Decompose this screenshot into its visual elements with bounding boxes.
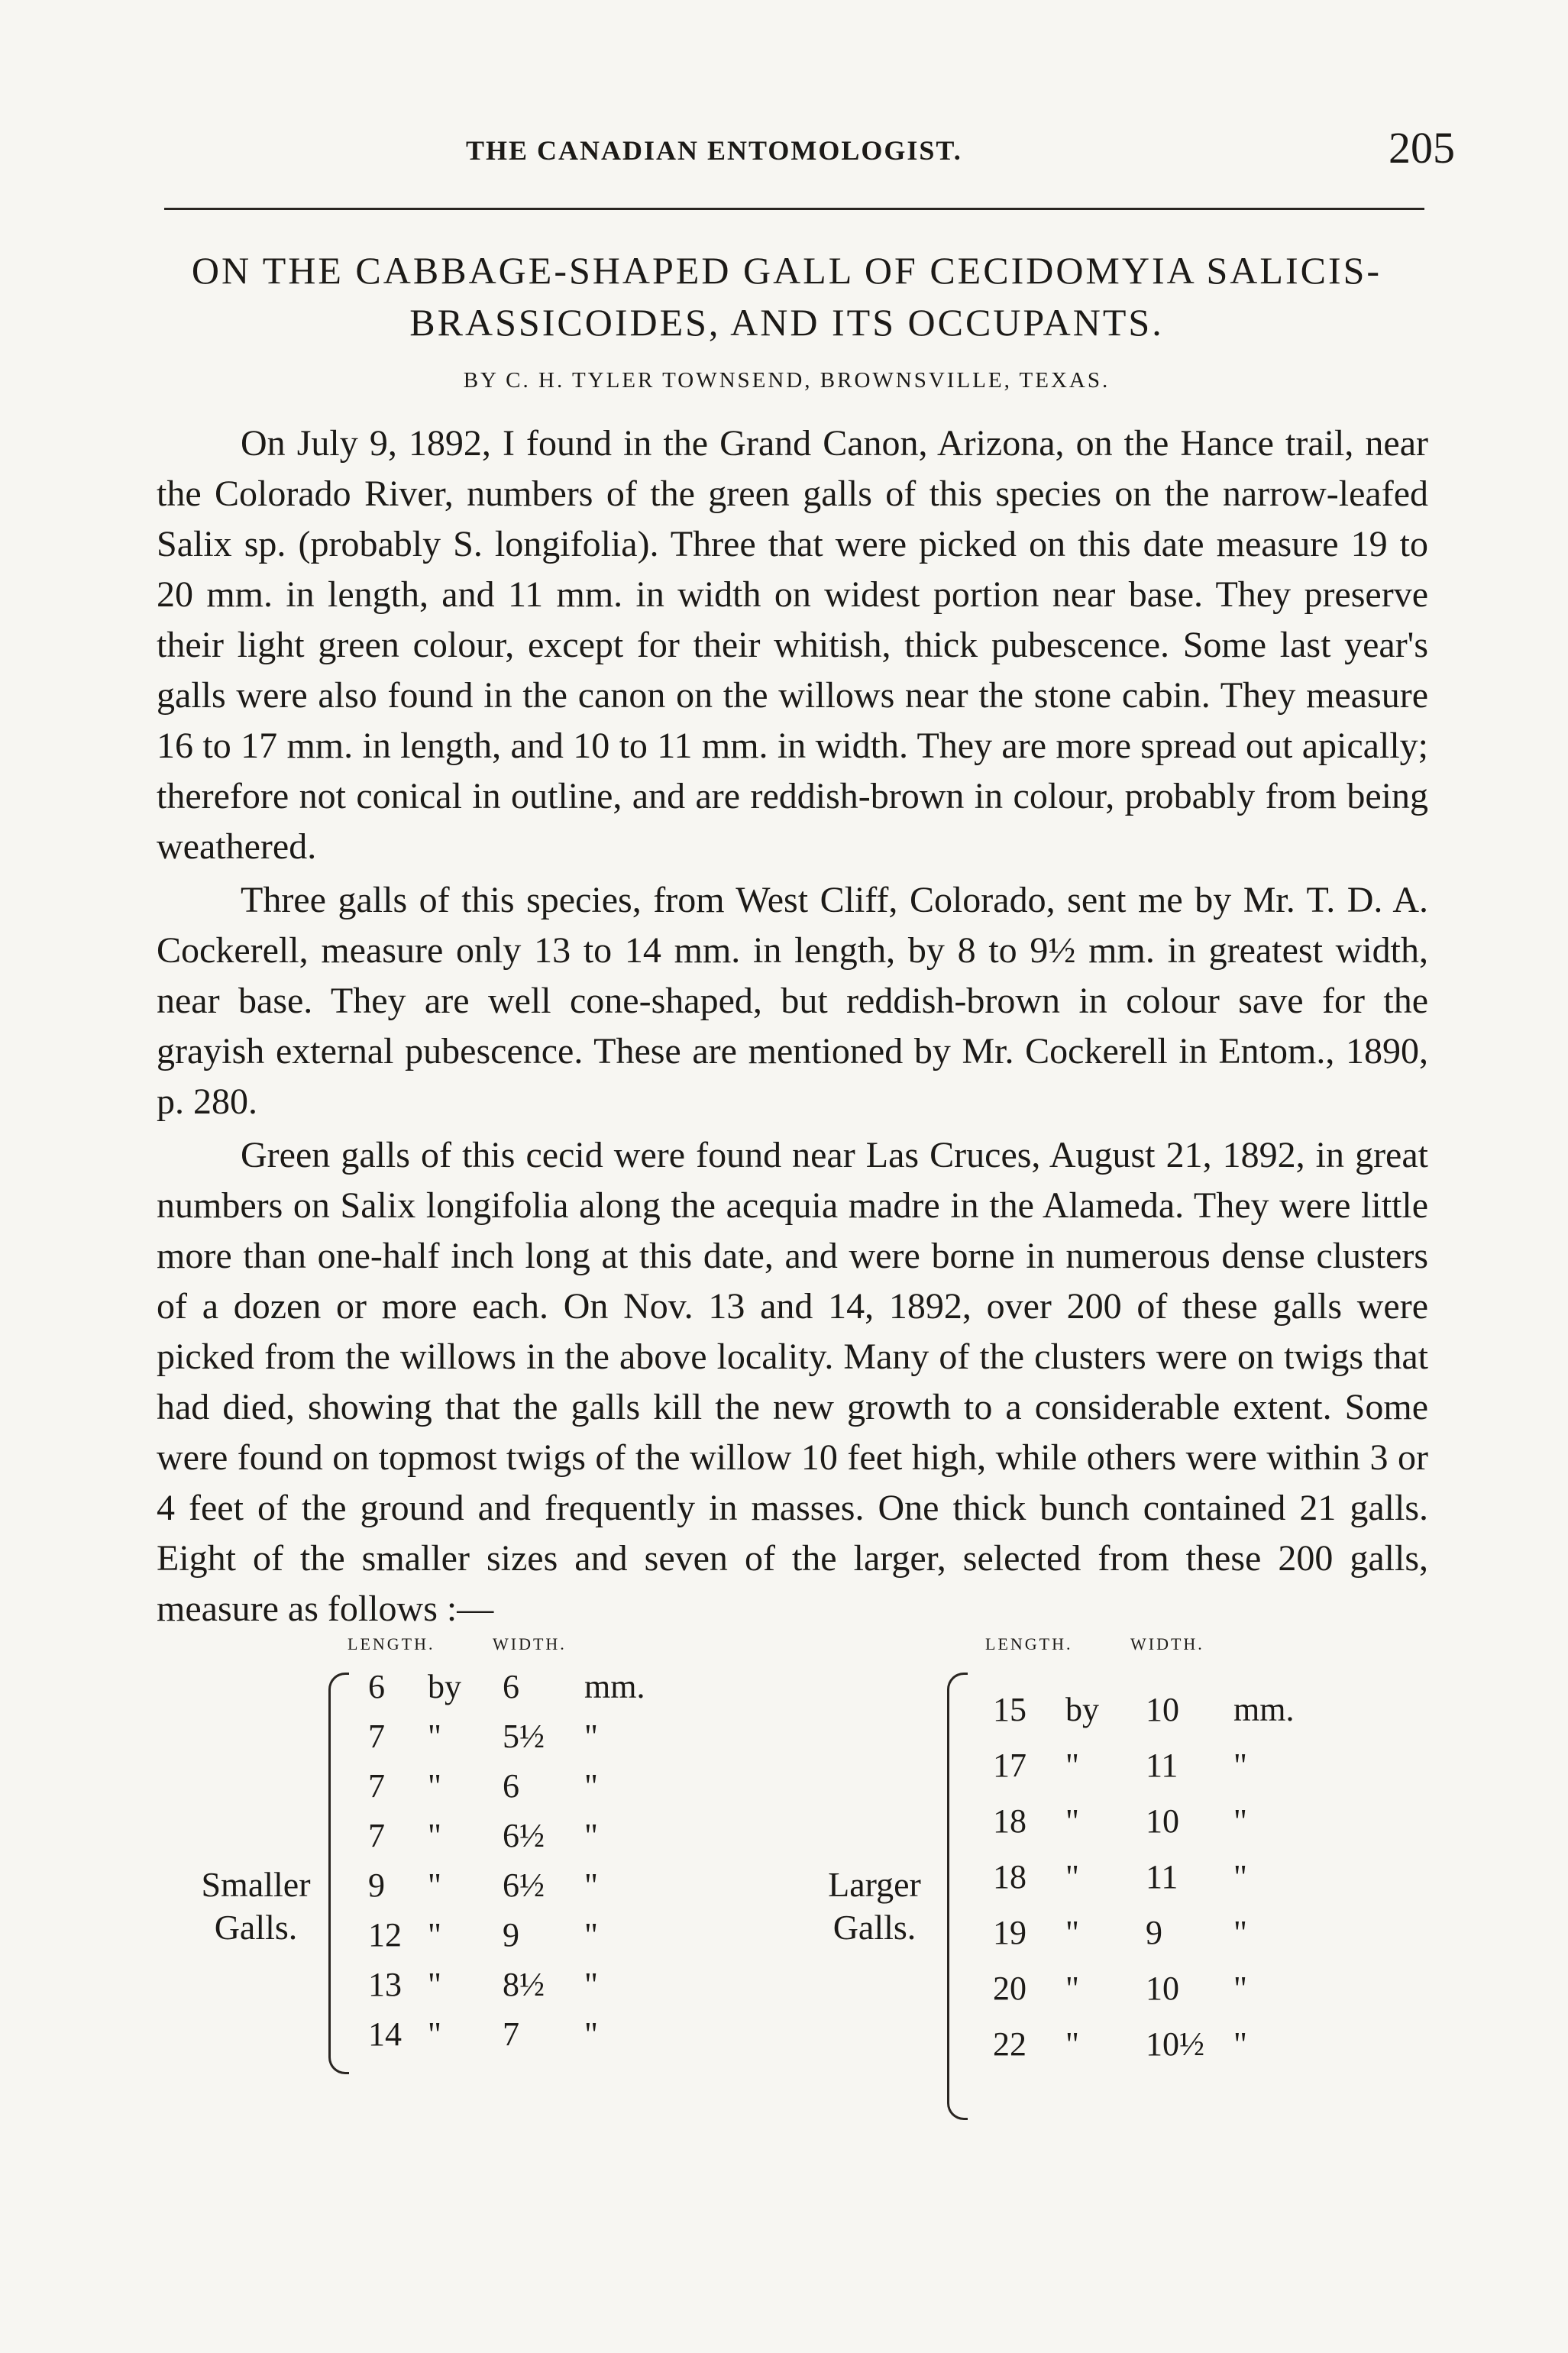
- cell-sep: by: [1065, 1691, 1099, 1728]
- cell-width: 10: [1146, 1802, 1179, 1840]
- cell-length: 12: [368, 1916, 402, 1954]
- cell-unit: ": [1233, 1747, 1247, 1784]
- table-row: [191, 1913, 687, 1957]
- cell-sep: ": [428, 1916, 441, 1954]
- table-row: [810, 2022, 1306, 2067]
- cell-width: 6: [503, 1668, 519, 1705]
- cell-length: 18: [993, 1802, 1026, 1840]
- cell-length: 13: [368, 1966, 402, 2003]
- label-line: Galls.: [214, 1908, 298, 1947]
- article-title: [122, 244, 1451, 348]
- table-row: [191, 1814, 687, 1858]
- cell-width: 10: [1146, 1691, 1179, 1728]
- cell-sep: ": [1065, 1914, 1079, 1951]
- column-header-length: LENGTH.: [348, 1634, 435, 1653]
- table-row: [191, 1963, 687, 2007]
- header-rule: [164, 208, 1424, 210]
- column-header-length: LENGTH.: [985, 1634, 1073, 1653]
- paragraph: Three galls of this species, from West Cliff, Colorado, sent me by Mr. T. D. A. Cockerell, measure only 13 to 14 mm. in length, by 8 to 9½ mm. in greatest width, near base. They are well cone-shaped, but reddish-brown in colour save for the grayish external pubescence. These are mentioned by Mr. Cockerell in Entom., 1890, p. 280.: [157, 880, 1428, 1122]
- cell-sep: ": [1065, 2025, 1079, 2063]
- cell-length: 7: [368, 1767, 385, 1805]
- cell-width: 9: [1146, 1914, 1162, 1951]
- table-row: [810, 1967, 1306, 2011]
- paragraph: Green galls of this cecid were found near Las Cruces, August 21, 1892, in great numbers on Salix longifolia along the acequia madre in the Alameda. They were little more than one-half inch long at this date, and were borne in numerous dense clusters of a dozen or more each. On Nov. 13 and 14, 1892, over 200 of these galls were picked from the willows in the above locality. Many of the clusters were on twigs that had died, showing that the galls kill the new growth to a considerable extent. Some were found on topmost twigs of the willow 10 feet high, while others were within 3 or 4 feet of the ground and frequently in masses. One thick bunch contained 21 galls. Eight of the smaller sizes and seven of the larger, selected from these 200 galls, measure as follows :—: [157, 1135, 1428, 1629]
- label-line: Larger: [828, 1865, 921, 1904]
- table-row: [191, 2012, 687, 2057]
- table-row: [191, 1665, 687, 1709]
- cell-sep: ": [1065, 1858, 1079, 1896]
- cell-unit: ": [1233, 1914, 1247, 1951]
- cell-sep: ": [428, 1966, 441, 2003]
- table-row: [810, 1911, 1306, 1955]
- cell-length: 19: [993, 1914, 1026, 1951]
- cell-width: 6½: [503, 1867, 545, 1904]
- label-line: Galls.: [832, 1908, 917, 1947]
- cell-width: 7: [503, 2015, 519, 2053]
- cell-sep: ": [428, 1817, 441, 1854]
- column-header-width: WIDTH.: [493, 1634, 567, 1653]
- cell-unit: ": [584, 1718, 598, 1755]
- table-row: [191, 1863, 687, 1908]
- cell-unit: ": [584, 1966, 598, 2003]
- cell-width: 9: [503, 1916, 519, 1954]
- byline: BY C. H. TYLER TOWNSEND, BROWNSVILLE, TEXAS.: [463, 368, 1111, 393]
- cell-length: 18: [993, 1858, 1026, 1896]
- cell-length: 7: [368, 1817, 385, 1854]
- cell-length: 6: [368, 1668, 385, 1705]
- table-row: [191, 1764, 687, 1808]
- cell-width: 5½: [503, 1718, 545, 1755]
- cell-width: 10: [1146, 1970, 1179, 2007]
- cell-length: 7: [368, 1718, 385, 1755]
- cell-length: 20: [993, 1970, 1026, 2007]
- cell-sep: by: [428, 1668, 461, 1705]
- cell-unit: ": [1233, 1802, 1247, 1840]
- cell-unit: mm.: [584, 1668, 645, 1705]
- cell-width: 11: [1146, 1747, 1178, 1784]
- cell-unit: ": [1233, 1858, 1247, 1896]
- cell-length: 14: [368, 2015, 402, 2053]
- cell-unit: ": [1233, 1970, 1247, 2007]
- cell-sep: ": [428, 1867, 441, 1904]
- cell-length: 22: [993, 2025, 1026, 2063]
- running-head: THE CANADIAN ENTOMOLOGIST.: [466, 135, 962, 166]
- cell-unit: ": [584, 1916, 598, 1954]
- cell-unit: ": [584, 1817, 598, 1854]
- cell-width: 11: [1146, 1858, 1178, 1896]
- paragraph: On July 9, 1892, I found in the Grand Canon, Arizona, on the Hance trail, near the Colorado River, numbers of the green galls of this species on the narrow-leafed Salix sp. (probably S. longifolia). Three that were picked on this date measure 19 to 20 mm. in length, and 11 mm. in width on widest portion near base. They preserve their light green colour, except for their whitish, thick pubescence. Some last year's galls were also found in the canon on the willows near the stone cabin. They measure 16 to 17 mm. in length, and 10 to 11 mm. in width. They are more spread out apically; therefore not conical in outline, and are reddish-brown in colour, probably from being weathered.: [157, 423, 1428, 867]
- cell-sep: ": [428, 2015, 441, 2053]
- cell-length: 17: [993, 1747, 1026, 1784]
- cell-unit: ": [584, 2015, 598, 2053]
- table-row: [191, 1715, 687, 1759]
- table-row: [810, 1855, 1306, 1899]
- cell-sep: ": [1065, 1802, 1079, 1840]
- cell-unit: mm.: [1233, 1691, 1295, 1728]
- cell-sep: ": [428, 1767, 441, 1805]
- cell-width: 8½: [503, 1966, 545, 2003]
- table-row: [810, 1688, 1306, 1732]
- cell-length: 15: [993, 1691, 1026, 1728]
- cell-sep: ": [428, 1718, 441, 1755]
- article-body: [157, 419, 1428, 1634]
- cell-width: 6: [503, 1767, 519, 1805]
- article-title-line-1: ON THE CABBAGE-SHAPED GALL OF CECIDOMYIA SALICIS-: [191, 249, 1382, 292]
- larger-galls-table: [810, 1634, 1344, 2063]
- smaller-galls-table: [191, 1634, 687, 2053]
- cell-unit: ": [1233, 2025, 1247, 2063]
- cell-sep: ": [1065, 1747, 1079, 1784]
- label-line: Smaller: [201, 1865, 311, 1904]
- table-row: [810, 1799, 1306, 1844]
- cell-length: 9: [368, 1867, 385, 1904]
- cell-unit: ": [584, 1767, 598, 1805]
- cell-width: 6½: [503, 1817, 545, 1854]
- cell-width: 10½: [1146, 2025, 1204, 2063]
- article-title-line-2: BRASSICOIDES, AND ITS OCCUPANTS.: [409, 301, 1164, 344]
- table-row: [810, 1744, 1306, 1788]
- cell-sep: ": [1065, 1970, 1079, 2007]
- column-header-width: WIDTH.: [1130, 1634, 1204, 1653]
- page-number: 205: [1389, 123, 1455, 173]
- cell-unit: ": [584, 1867, 598, 1904]
